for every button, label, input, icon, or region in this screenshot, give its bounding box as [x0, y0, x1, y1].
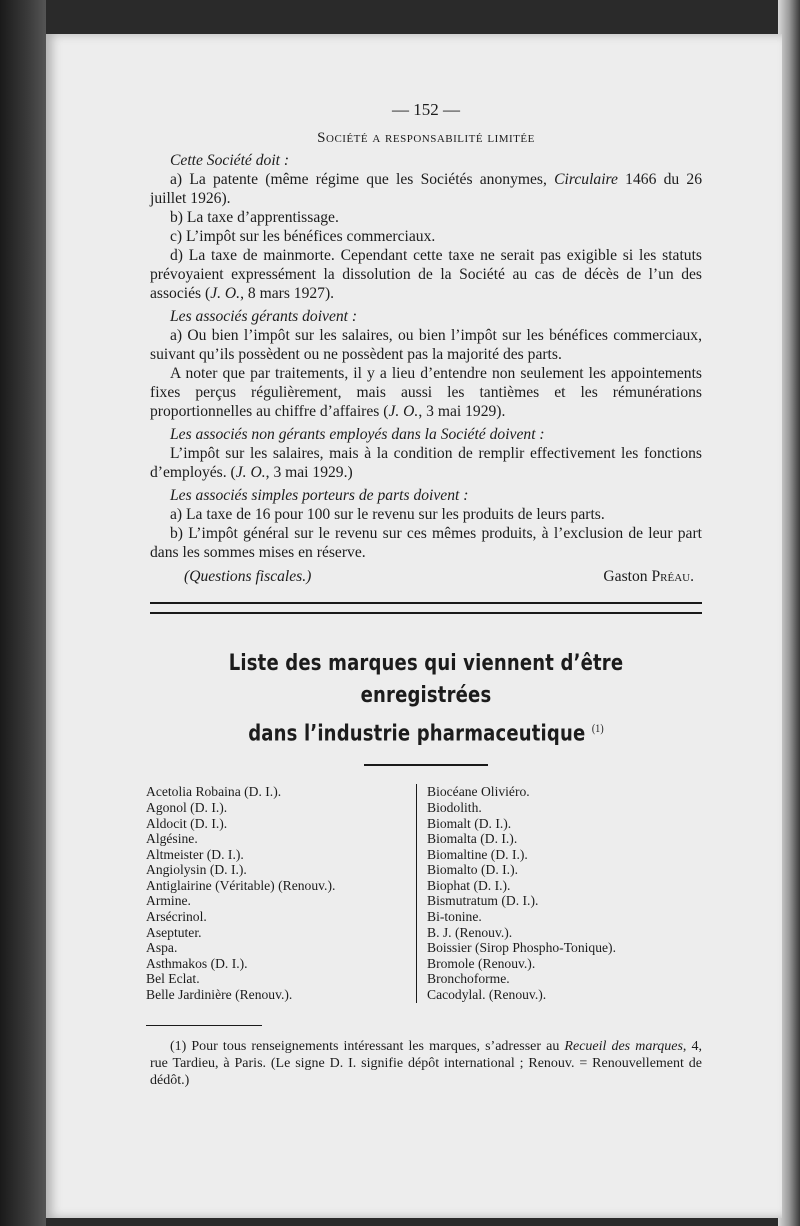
paragraph-non-gerants: L’impôt sur les salaires, mais à la condition de remplir effectivement les fonctions d’employés. (J. O., 3 mai 1929.) [150, 445, 702, 481]
list-item: Asthmakos (D. I.). [146, 955, 248, 971]
paragraph-b-apprentissage: b) La taxe d’apprentissage. [170, 209, 339, 226]
paragraph-d-mainmorte: d) La taxe de mainmorte. Cependant cette taxe ne serait pas exigible si les statuts prévoyaient expressément la dissolution de la Société au cas de décès de l’un des associés (J. O., 8 mars 1927). [150, 247, 702, 302]
list-item: Bi-tonine. [427, 909, 482, 925]
list-item: Belle Jardinière (Renouv.). [146, 987, 293, 1003]
trademark-column-right [416, 784, 616, 1002]
paragraph-a-patente: a) La patente (même régime que les Sociétés anonymes, Circulaire 1466 du 26 juillet 1926). [150, 171, 703, 207]
subheading-gerants: Les associés gérants doivent : [170, 308, 358, 325]
footnote-reference: (1) [591, 721, 604, 735]
list-item: Biomalt (D. I.). [427, 815, 512, 831]
list-item: Boissier (Sirop Phospho-Tonique). [427, 940, 616, 956]
list-item: Bismutratum (D. I.). [427, 893, 539, 909]
list-title [200, 648, 653, 750]
subheading-porteurs: Les associés simples porteurs de parts doivent : [170, 487, 469, 504]
list-item: Cacodylal. (Renouv.). [427, 987, 547, 1003]
page-content [146, 100, 703, 1089]
list-item: Acetolia Robaina (D. I.). [146, 784, 282, 800]
source-citation: (Questions fiscales.) [184, 568, 312, 585]
list-item: Aspa. [146, 940, 178, 956]
signature-line [150, 568, 702, 586]
footnote-rule [146, 1025, 262, 1027]
list-item: Bel Eclat. [146, 971, 200, 987]
paragraph-traitements: A noter que par traitements, il y a lieu d’entendre non seulement les appointements fixes perçus régulièrement, mais aussi les tantièmes et les rémunérations proportionnelles au chiffre d’affaires (J. O., 3 mai 1929). [150, 365, 702, 420]
footnote: (1) Pour tous renseignements intéressant les marques, s’adresser au Recueil des marques, 4, rue Tardieu, à Paris. (Le signe D. I. signifie dépôt international ; Renouv. = Renouvellement de dédôt.) [150, 1039, 702, 1089]
list-item: B. J. (Renouv.). [427, 924, 513, 940]
list-item: Biophat (D. I.). [427, 877, 511, 893]
list-item: Arsécrinol. [146, 909, 207, 925]
document-page [46, 34, 782, 1218]
paragraph-c-benefices: c) L’impôt sur les bénéfices commerciaux. [170, 228, 436, 245]
list-item: Antiglairine (Véritable) (Renouv.). [146, 877, 336, 893]
paragraph-intro: Cette Société doit : [170, 152, 290, 169]
list-item: Algésine. [146, 831, 198, 847]
section-divider [150, 602, 702, 614]
list-item: Aldocit (D. I.). [146, 815, 228, 831]
list-item: Biomalto (D. I.). [427, 862, 518, 878]
book-binding-edge [0, 0, 46, 1226]
list-item: Agonol (D. I.). [146, 799, 228, 815]
paragraph-porteurs-b: b) L’impôt général sur le revenu sur ces mêmes produits, à l’exclusion de leur part dans les sommes mises en réserve. [150, 525, 702, 561]
list-item: Biodolith. [427, 799, 482, 815]
list-title-line1: Liste des marques qui viennent d’être enregistrées [228, 651, 624, 708]
trademark-column-left [146, 784, 416, 1002]
subheading-non-gerants: Les associés non gérants employés dans la Société doivent : [170, 426, 545, 443]
paragraph-gerants-a: a) Ou bien l’impôt sur les salaires, ou bien l’impôt sur les bénéfices commerciaux, suivant qu’ils possèdent ou ne possèdent pas la majorité des parts. [150, 327, 702, 363]
section-heading: Société a responsabilité limitée [317, 130, 535, 146]
list-item: Biomalta (D. I.). [427, 831, 518, 847]
list-item: Bronchoforme. [427, 971, 510, 987]
list-item: Biomaltine (D. I.). [427, 846, 528, 862]
title-underline [364, 764, 488, 766]
list-item: Biocéane Oliviéro. [427, 784, 530, 800]
list-item: Angiolysin (D. I.). [146, 862, 247, 878]
list-item: Armine. [146, 893, 191, 909]
paragraph-porteurs-a: a) La taxe de 16 pour 100 sur le revenu sur les produits de leurs parts. [170, 506, 605, 523]
page-number: — 152 — [392, 100, 460, 119]
author-signature: Gaston Préau. [603, 568, 694, 585]
trademark-list [146, 784, 702, 1003]
list-title-line2: dans l’industrie pharmaceutique $^{(1)}$ [248, 721, 604, 747]
list-item: Altmeister (D. I.). [146, 846, 244, 862]
list-item: Bromole (Renouv.). [427, 955, 536, 971]
list-item: Aseptuter. [146, 924, 202, 940]
